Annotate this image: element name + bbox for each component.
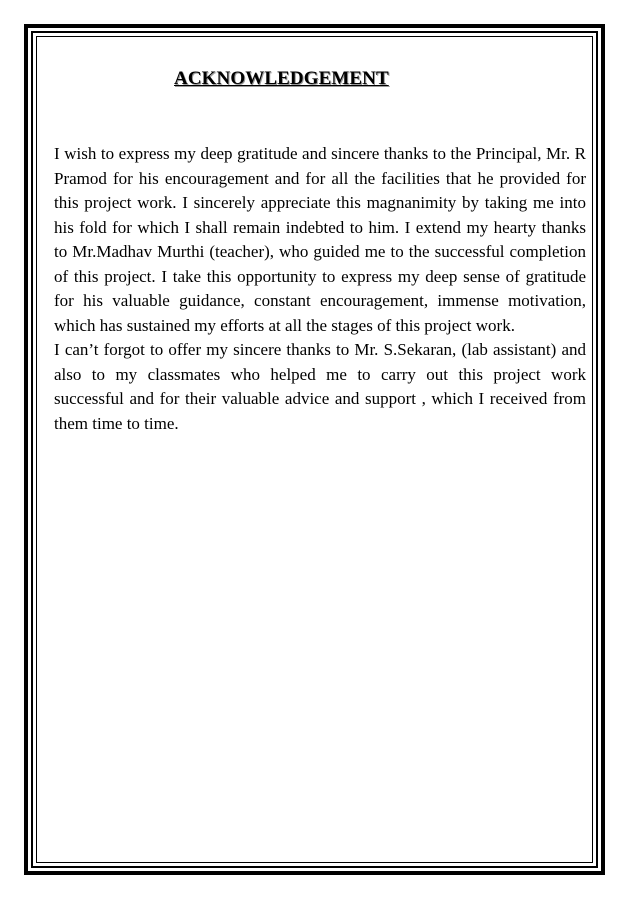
- paragraph-thanks: I can’t forgot to offer my sincere thanks to Mr. S.Sekaran, (lab assistant) and also to my classmates who helped me to carry out this project work successful and for their valuable advice and support , which I received from them time to time.: [54, 340, 586, 433]
- document-title: ACKNOWLEDGEMENT: [174, 68, 389, 89]
- acknowledgement-body: [54, 142, 586, 436]
- page-content: [54, 64, 586, 436]
- paragraph-gratitude: I wish to express my deep gratitude and sincere thanks to the Principal, Mr. R Pramod for his encouragement and for all the facilities that he provided for this project work. I sincerely appreciate this magnanimity by taking me into his fold for which I shall remain indebted to him. I extend my hearty thanks to Mr.Madhav Murthi (teacher), who guided me to the successful completion of this project. I take this opportunity to express my deep sense of gratitude for his valuable guidance, constant encouragement, immense motivation, which has sustained my efforts at all the stages of this project work.: [54, 144, 586, 335]
